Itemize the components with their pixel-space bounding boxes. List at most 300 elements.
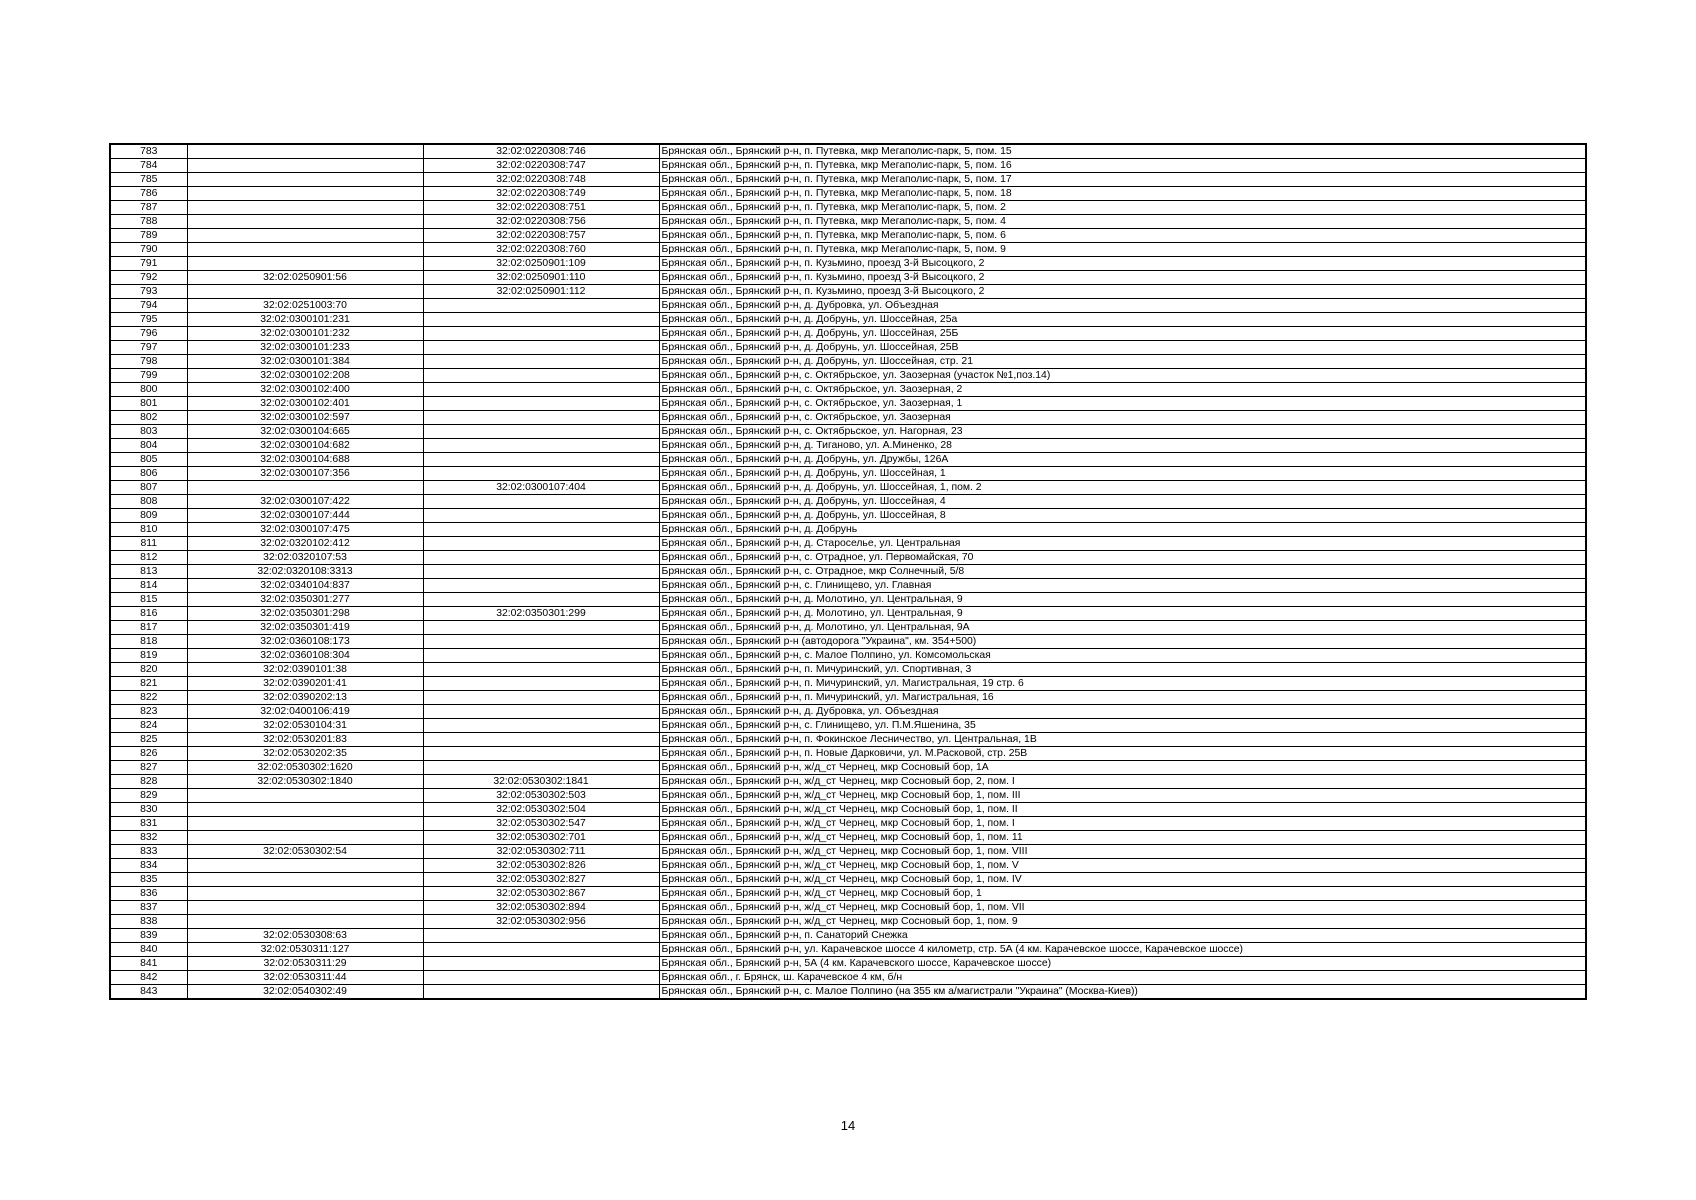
row-number-cell: 797 <box>110 341 187 355</box>
table-row <box>110 453 1586 467</box>
building-cadastral-number-cell: 32:02:0530302:711 <box>423 845 659 859</box>
address-cell: Брянская обл., Брянский р-н, п. Кузьмино, проезд 3-й Высоцкого, 2 <box>659 271 1586 285</box>
row-number-cell: 819 <box>110 649 187 663</box>
address-cell: Брянская обл., Брянский р-н, с. Отрадное, мкр Солнечный, 5/8 <box>659 565 1586 579</box>
row-number-cell: 809 <box>110 509 187 523</box>
building-cadastral-number-cell <box>423 327 659 341</box>
row-number-cell: 826 <box>110 747 187 761</box>
land-cadastral-number-cell: 32:02:0300107:475 <box>187 523 423 537</box>
address-cell: Брянская обл., Брянский р-н, п. Путевка, мкр Мегаполис-парк, 5, пом. 6 <box>659 229 1586 243</box>
address-cell: Брянская обл., Брянский р-н, д. Добрунь, ул. Шоссейная, 25В <box>659 341 1586 355</box>
table-row <box>110 243 1586 257</box>
table-row <box>110 817 1586 831</box>
address-cell: Брянская обл., Брянский р-н, д. Молотино, ул. Центральная, 9 <box>659 593 1586 607</box>
land-cadastral-number-cell: 32:02:0300101:231 <box>187 313 423 327</box>
table-body <box>110 144 1586 999</box>
address-cell: Брянская обл., Брянский р-н, п. Мичуринский, ул. Спортивная, 3 <box>659 663 1586 677</box>
row-number-cell: 802 <box>110 411 187 425</box>
land-cadastral-number-cell <box>187 887 423 901</box>
address-cell: Брянская обл., Брянский р-н (автодорога "Украина", км. 354+500) <box>659 635 1586 649</box>
row-number-cell: 783 <box>110 144 187 159</box>
land-cadastral-number-cell <box>187 817 423 831</box>
land-cadastral-number-cell: 32:02:0530201:83 <box>187 733 423 747</box>
table-row <box>110 873 1586 887</box>
land-cadastral-number-cell <box>187 173 423 187</box>
land-cadastral-number-cell: 32:02:0530311:44 <box>187 971 423 985</box>
table-row <box>110 593 1586 607</box>
address-cell: Брянская обл., г. Брянск, ш. Карачевское 4 км, б/н <box>659 971 1586 985</box>
row-number-cell: 788 <box>110 215 187 229</box>
address-cell: Брянская обл., Брянский р-н, с. Октябрьское, ул. Заозерная, 1 <box>659 397 1586 411</box>
land-cadastral-number-cell: 32:02:0300102:401 <box>187 397 423 411</box>
row-number-cell: 843 <box>110 985 187 1000</box>
building-cadastral-number-cell <box>423 411 659 425</box>
land-cadastral-number-cell: 32:02:0530311:127 <box>187 943 423 957</box>
land-cadastral-number-cell: 32:02:0530302:1620 <box>187 761 423 775</box>
page-number: 14 <box>840 1118 856 1133</box>
table-row <box>110 971 1586 985</box>
address-cell: Брянская обл., Брянский р-н, п. Кузьмино, проезд 3-й Высоцкого, 2 <box>659 257 1586 271</box>
address-cell: Брянская обл., Брянский р-н, с. Октябрьское, ул. Нагорная, 23 <box>659 425 1586 439</box>
row-number-cell: 791 <box>110 257 187 271</box>
row-number-cell: 813 <box>110 565 187 579</box>
land-cadastral-number-cell: 32:02:0530311:29 <box>187 957 423 971</box>
row-number-cell: 785 <box>110 173 187 187</box>
building-cadastral-number-cell <box>423 705 659 719</box>
row-number-cell: 829 <box>110 789 187 803</box>
building-cadastral-number-cell <box>423 957 659 971</box>
address-cell: Брянская обл., Брянский р-н, ж/д_ст Чернец, мкр Сосновый бор, 1, пом. I <box>659 817 1586 831</box>
row-number-cell: 825 <box>110 733 187 747</box>
row-number-cell: 805 <box>110 453 187 467</box>
address-cell: Брянская обл., Брянский р-н, п. Мичуринский, ул. Магистральная, 16 <box>659 691 1586 705</box>
row-number-cell: 822 <box>110 691 187 705</box>
table-row <box>110 159 1586 173</box>
row-number-cell: 798 <box>110 355 187 369</box>
row-number-cell: 841 <box>110 957 187 971</box>
land-cadastral-number-cell <box>187 859 423 873</box>
table-row <box>110 285 1586 299</box>
table-row <box>110 845 1586 859</box>
table-row <box>110 509 1586 523</box>
building-cadastral-number-cell: 32:02:0250901:110 <box>423 271 659 285</box>
building-cadastral-number-cell <box>423 439 659 453</box>
address-cell: Брянская обл., Брянский р-н, ул. Карачевское шоссе 4 километр, стр. 5А (4 км. Карачевское шоссе, Карачевское шоссе) <box>659 943 1586 957</box>
address-cell: Брянская обл., Брянский р-н, д. Дубровка, ул. Объездная <box>659 299 1586 313</box>
address-cell: Брянская обл., Брянский р-н, ж/д_ст Чернец, мкр Сосновый бор, 1, пом. 11 <box>659 831 1586 845</box>
land-cadastral-number-cell <box>187 243 423 257</box>
address-cell: Брянская обл., Брянский р-н, д. Добрунь, ул. Шоссейная, 8 <box>659 509 1586 523</box>
address-cell: Брянская обл., Брянский р-н, с. Глинищево, ул. Главная <box>659 579 1586 593</box>
building-cadastral-number-cell: 32:02:0220308:746 <box>423 144 659 159</box>
table-row <box>110 425 1586 439</box>
building-cadastral-number-cell: 32:02:0220308:756 <box>423 215 659 229</box>
building-cadastral-number-cell <box>423 663 659 677</box>
address-cell: Брянская обл., Брянский р-н, п. Путевка, мкр Мегаполис-парк, 5, пом. 15 <box>659 144 1586 159</box>
table-row <box>110 495 1586 509</box>
building-cadastral-number-cell <box>423 341 659 355</box>
building-cadastral-number-cell: 32:02:0220308:760 <box>423 243 659 257</box>
address-cell: Брянская обл., Брянский р-н, п. Фокинское Лесничество, ул. Центральная, 1В <box>659 733 1586 747</box>
row-number-cell: 808 <box>110 495 187 509</box>
row-number-cell: 817 <box>110 621 187 635</box>
land-cadastral-number-cell: 32:02:0530104:31 <box>187 719 423 733</box>
row-number-cell: 812 <box>110 551 187 565</box>
row-number-cell: 832 <box>110 831 187 845</box>
building-cadastral-number-cell: 32:02:0530302:867 <box>423 887 659 901</box>
land-cadastral-number-cell: 32:02:0350301:419 <box>187 621 423 635</box>
building-cadastral-number-cell: 32:02:0530302:827 <box>423 873 659 887</box>
address-cell: Брянская обл., Брянский р-н, с. Малое Полпино, ул. Комсомольская <box>659 649 1586 663</box>
table-row <box>110 607 1586 621</box>
table-row <box>110 579 1586 593</box>
table-row <box>110 397 1586 411</box>
land-cadastral-number-cell: 32:02:0530308:63 <box>187 929 423 943</box>
building-cadastral-number-cell: 32:02:0220308:747 <box>423 159 659 173</box>
address-cell: Брянская обл., Брянский р-н, с. Октябрьское, ул. Заозерная <box>659 411 1586 425</box>
table-row <box>110 355 1586 369</box>
row-number-cell: 799 <box>110 369 187 383</box>
building-cadastral-number-cell: 32:02:0530302:1841 <box>423 775 659 789</box>
table-row <box>110 467 1586 481</box>
address-cell: Брянская обл., Брянский р-н, с. Глинищево, ул. П.М.Яшенина, 35 <box>659 719 1586 733</box>
row-number-cell: 789 <box>110 229 187 243</box>
address-cell: Брянская обл., Брянский р-н, д. Староселье, ул. Центральная <box>659 537 1586 551</box>
row-number-cell: 840 <box>110 943 187 957</box>
table-row <box>110 803 1586 817</box>
building-cadastral-number-cell <box>423 383 659 397</box>
address-cell: Брянская обл., Брянский р-н, с. Октябрьское, ул. Заозерная, 2 <box>659 383 1586 397</box>
address-cell: Брянская обл., Брянский р-н, п. Путевка, мкр Мегаполис-парк, 5, пом. 9 <box>659 243 1586 257</box>
table-row <box>110 691 1586 705</box>
address-cell: Брянская обл., Брянский р-н, ж/д_ст Чернец, мкр Сосновый бор, 1, пом. II <box>659 803 1586 817</box>
table-row <box>110 144 1586 159</box>
land-cadastral-number-cell: 32:02:0320107:53 <box>187 551 423 565</box>
land-cadastral-number-cell <box>187 257 423 271</box>
building-cadastral-number-cell: 32:02:0530302:826 <box>423 859 659 873</box>
property-table <box>109 143 1587 1000</box>
land-cadastral-number-cell: 32:02:0340104:837 <box>187 579 423 593</box>
land-cadastral-number-cell <box>187 803 423 817</box>
land-cadastral-number-cell: 32:02:0300101:233 <box>187 341 423 355</box>
land-cadastral-number-cell: 32:02:0300101:384 <box>187 355 423 369</box>
table-row <box>110 201 1586 215</box>
row-number-cell: 838 <box>110 915 187 929</box>
row-number-cell: 811 <box>110 537 187 551</box>
building-cadastral-number-cell <box>423 453 659 467</box>
row-number-cell: 839 <box>110 929 187 943</box>
table-row <box>110 761 1586 775</box>
building-cadastral-number-cell <box>423 537 659 551</box>
row-number-cell: 833 <box>110 845 187 859</box>
building-cadastral-number-cell <box>423 593 659 607</box>
address-cell: Брянская обл., Брянский р-н, п. Путевка, мкр Мегаполис-парк, 5, пом. 2 <box>659 201 1586 215</box>
table-row <box>110 523 1586 537</box>
table-row <box>110 985 1586 1000</box>
row-number-cell: 816 <box>110 607 187 621</box>
land-cadastral-number-cell <box>187 873 423 887</box>
address-cell: Брянская обл., Брянский р-н, ж/д_ст Чернец, мкр Сосновый бор, 1, пом. IV <box>659 873 1586 887</box>
table-row <box>110 705 1586 719</box>
row-number-cell: 824 <box>110 719 187 733</box>
building-cadastral-number-cell: 32:02:0530302:894 <box>423 901 659 915</box>
table-row <box>110 789 1586 803</box>
row-number-cell: 821 <box>110 677 187 691</box>
address-cell: Брянская обл., Брянский р-н, с. Октябрьское, ул. Заозерная (участок №1,поз.14) <box>659 369 1586 383</box>
row-number-cell: 815 <box>110 593 187 607</box>
address-cell: Брянская обл., Брянский р-н, 5А (4 км. Карачевского шоссе, Карачевское шоссе) <box>659 957 1586 971</box>
building-cadastral-number-cell <box>423 551 659 565</box>
land-cadastral-number-cell <box>187 215 423 229</box>
land-cadastral-number-cell: 32:02:0251003:70 <box>187 299 423 313</box>
building-cadastral-number-cell: 32:02:0220308:757 <box>423 229 659 243</box>
table-row <box>110 719 1586 733</box>
building-cadastral-number-cell: 32:02:0220308:748 <box>423 173 659 187</box>
table-row <box>110 299 1586 313</box>
building-cadastral-number-cell: 32:02:0220308:751 <box>423 201 659 215</box>
building-cadastral-number-cell <box>423 929 659 943</box>
land-cadastral-number-cell: 32:02:0300107:422 <box>187 495 423 509</box>
building-cadastral-number-cell <box>423 523 659 537</box>
building-cadastral-number-cell: 32:02:0300107:404 <box>423 481 659 495</box>
table-row <box>110 649 1586 663</box>
address-cell: Брянская обл., Брянский р-н, д. Тиганово, ул. А.Миненко, 28 <box>659 439 1586 453</box>
building-cadastral-number-cell: 32:02:0530302:504 <box>423 803 659 817</box>
table-row <box>110 551 1586 565</box>
building-cadastral-number-cell <box>423 495 659 509</box>
row-number-cell: 804 <box>110 439 187 453</box>
address-cell: Брянская обл., Брянский р-н, п. Санаторий Снежка <box>659 929 1586 943</box>
address-cell: Брянская обл., Брянский р-н, п. Путевка, мкр Мегаполис-парк, 5, пом. 4 <box>659 215 1586 229</box>
building-cadastral-number-cell <box>423 761 659 775</box>
row-number-cell: 801 <box>110 397 187 411</box>
land-cadastral-number-cell: 32:02:0390101:38 <box>187 663 423 677</box>
table-row <box>110 943 1586 957</box>
table-row <box>110 621 1586 635</box>
table-row <box>110 831 1586 845</box>
address-cell: Брянская обл., Брянский р-н, ж/д_ст Чернец, мкр Сосновый бор, 1А <box>659 761 1586 775</box>
row-number-cell: 803 <box>110 425 187 439</box>
address-cell: Брянская обл., Брянский р-н, с. Малое Полпино (на 355 км а/магистрали "Украина" (Москва-Киев)) <box>659 985 1586 1000</box>
table-row <box>110 887 1586 901</box>
land-cadastral-number-cell: 32:02:0320102:412 <box>187 537 423 551</box>
land-cadastral-number-cell: 32:02:0530202:35 <box>187 747 423 761</box>
building-cadastral-number-cell <box>423 635 659 649</box>
table-row <box>110 677 1586 691</box>
address-cell: Брянская обл., Брянский р-н, д. Дубровка, ул. Объездная <box>659 705 1586 719</box>
table-row <box>110 537 1586 551</box>
row-number-cell: 818 <box>110 635 187 649</box>
table-row <box>110 229 1586 243</box>
building-cadastral-number-cell <box>423 649 659 663</box>
address-cell: Брянская обл., Брянский р-н, ж/д_ст Чернец, мкр Сосновый бор, 1, пом. V <box>659 859 1586 873</box>
land-cadastral-number-cell: 32:02:0350301:277 <box>187 593 423 607</box>
row-number-cell: 836 <box>110 887 187 901</box>
land-cadastral-number-cell: 32:02:0250901:56 <box>187 271 423 285</box>
table-row <box>110 383 1586 397</box>
row-number-cell: 820 <box>110 663 187 677</box>
address-cell: Брянская обл., Брянский р-н, п. Путевка, мкр Мегаполис-парк, 5, пом. 17 <box>659 173 1586 187</box>
row-number-cell: 827 <box>110 761 187 775</box>
land-cadastral-number-cell <box>187 229 423 243</box>
land-cadastral-number-cell: 32:02:0300102:597 <box>187 411 423 425</box>
address-cell: Брянская обл., Брянский р-н, д. Добрунь, ул. Шоссейная, 4 <box>659 495 1586 509</box>
building-cadastral-number-cell: 32:02:0220308:749 <box>423 187 659 201</box>
address-cell: Брянская обл., Брянский р-н, ж/д_ст Чернец, мкр Сосновый бор, 1, пом. III <box>659 789 1586 803</box>
row-number-cell: 786 <box>110 187 187 201</box>
table-row <box>110 439 1586 453</box>
row-number-cell: 787 <box>110 201 187 215</box>
land-cadastral-number-cell: 32:02:0300107:444 <box>187 509 423 523</box>
land-cadastral-number-cell: 32:02:0390201:41 <box>187 677 423 691</box>
building-cadastral-number-cell <box>423 355 659 369</box>
land-cadastral-number-cell: 32:02:0300104:665 <box>187 425 423 439</box>
row-number-cell: 792 <box>110 271 187 285</box>
address-cell: Брянская обл., Брянский р-н, ж/д_ст Чернец, мкр Сосновый бор, 2, пом. I <box>659 775 1586 789</box>
row-number-cell: 795 <box>110 313 187 327</box>
table-row <box>110 915 1586 929</box>
row-number-cell: 831 <box>110 817 187 831</box>
land-cadastral-number-cell: 32:02:0540302:49 <box>187 985 423 1000</box>
land-cadastral-number-cell: 32:02:0300101:232 <box>187 327 423 341</box>
row-number-cell: 835 <box>110 873 187 887</box>
building-cadastral-number-cell <box>423 733 659 747</box>
land-cadastral-number-cell: 32:02:0390202:13 <box>187 691 423 705</box>
address-cell: Брянская обл., Брянский р-н, п. Путевка, мкр Мегаполис-парк, 5, пом. 18 <box>659 187 1586 201</box>
address-cell: Брянская обл., Брянский р-н, д. Молотино, ул. Центральная, 9А <box>659 621 1586 635</box>
land-cadastral-number-cell: 32:02:0530302:1840 <box>187 775 423 789</box>
address-cell: Брянская обл., Брянский р-н, п. Мичуринский, ул. Магистральная, 19 стр. 6 <box>659 677 1586 691</box>
land-cadastral-number-cell: 32:02:0320108:3313 <box>187 565 423 579</box>
building-cadastral-number-cell <box>423 621 659 635</box>
building-cadastral-number-cell: 32:02:0350301:299 <box>423 607 659 621</box>
table-row <box>110 341 1586 355</box>
building-cadastral-number-cell <box>423 971 659 985</box>
address-cell: Брянская обл., Брянский р-н, п. Кузьмино, проезд 3-й Высоцкого, 2 <box>659 285 1586 299</box>
land-cadastral-number-cell: 32:02:0300104:682 <box>187 439 423 453</box>
row-number-cell: 842 <box>110 971 187 985</box>
table-row <box>110 369 1586 383</box>
building-cadastral-number-cell: 32:02:0530302:701 <box>423 831 659 845</box>
table-row <box>110 411 1586 425</box>
table-row <box>110 733 1586 747</box>
row-number-cell: 830 <box>110 803 187 817</box>
land-cadastral-number-cell: 32:02:0400106:419 <box>187 705 423 719</box>
address-cell: Брянская обл., Брянский р-н, ж/д_ст Чернец, мкр Сосновый бор, 1, пом. VIII <box>659 845 1586 859</box>
building-cadastral-number-cell <box>423 677 659 691</box>
building-cadastral-number-cell <box>423 369 659 383</box>
land-cadastral-number-cell <box>187 159 423 173</box>
land-cadastral-number-cell: 32:02:0360108:304 <box>187 649 423 663</box>
building-cadastral-number-cell <box>423 747 659 761</box>
table-row <box>110 859 1586 873</box>
table-row <box>110 957 1586 971</box>
table-row <box>110 187 1586 201</box>
row-number-cell: 794 <box>110 299 187 313</box>
land-cadastral-number-cell: 32:02:0530302:54 <box>187 845 423 859</box>
row-number-cell: 784 <box>110 159 187 173</box>
building-cadastral-number-cell <box>423 299 659 313</box>
building-cadastral-number-cell <box>423 579 659 593</box>
table-row <box>110 635 1586 649</box>
table-row <box>110 313 1586 327</box>
land-cadastral-number-cell: 32:02:0360108:173 <box>187 635 423 649</box>
table-row <box>110 901 1586 915</box>
table-row <box>110 565 1586 579</box>
building-cadastral-number-cell: 32:02:0530302:956 <box>423 915 659 929</box>
address-cell: Брянская обл., Брянский р-н, д. Добрунь, ул. Шоссейная, 1 <box>659 467 1586 481</box>
land-cadastral-number-cell <box>187 144 423 159</box>
building-cadastral-number-cell <box>423 719 659 733</box>
address-cell: Брянская обл., Брянский р-н, д. Добрунь, ул. Шоссейная, 25Б <box>659 327 1586 341</box>
land-cadastral-number-cell: 32:02:0300107:356 <box>187 467 423 481</box>
table-row <box>110 663 1586 677</box>
address-cell: Брянская обл., Брянский р-н, ж/д_ст Чернец, мкр Сосновый бор, 1, пом. VII <box>659 901 1586 915</box>
land-cadastral-number-cell: 32:02:0300104:688 <box>187 453 423 467</box>
building-cadastral-number-cell: 32:02:0250901:109 <box>423 257 659 271</box>
building-cadastral-number-cell: 32:02:0530302:503 <box>423 789 659 803</box>
land-cadastral-number-cell: 32:02:0300102:400 <box>187 383 423 397</box>
table-row <box>110 929 1586 943</box>
table-row <box>110 271 1586 285</box>
land-cadastral-number-cell <box>187 915 423 929</box>
land-cadastral-number-cell <box>187 901 423 915</box>
address-cell: Брянская обл., Брянский р-н, д. Молотино, ул. Центральная, 9 <box>659 607 1586 621</box>
building-cadastral-number-cell <box>423 425 659 439</box>
row-number-cell: 790 <box>110 243 187 257</box>
address-cell: Брянская обл., Брянский р-н, д. Добрунь, ул. Дружбы, 126А <box>659 453 1586 467</box>
address-cell: Брянская обл., Брянский р-н, п. Путевка, мкр Мегаполис-парк, 5, пом. 16 <box>659 159 1586 173</box>
land-cadastral-number-cell <box>187 789 423 803</box>
building-cadastral-number-cell <box>423 691 659 705</box>
table-row <box>110 215 1586 229</box>
building-cadastral-number-cell: 32:02:0530302:547 <box>423 817 659 831</box>
building-cadastral-number-cell <box>423 565 659 579</box>
land-cadastral-number-cell <box>187 201 423 215</box>
address-cell: Брянская обл., Брянский р-н, ж/д_ст Чернец, мкр Сосновый бор, 1 <box>659 887 1586 901</box>
row-number-cell: 793 <box>110 285 187 299</box>
building-cadastral-number-cell <box>423 985 659 1000</box>
row-number-cell: 806 <box>110 467 187 481</box>
row-number-cell: 837 <box>110 901 187 915</box>
row-number-cell: 800 <box>110 383 187 397</box>
address-cell: Брянская обл., Брянский р-н, п. Новые Дарковичи, ул. М.Расковой, стр. 25В <box>659 747 1586 761</box>
row-number-cell: 814 <box>110 579 187 593</box>
address-cell: Брянская обл., Брянский р-н, с. Отрадное, ул. Первомайская, 70 <box>659 551 1586 565</box>
table-row <box>110 747 1586 761</box>
building-cadastral-number-cell <box>423 467 659 481</box>
table-row <box>110 257 1586 271</box>
address-cell: Брянская обл., Брянский р-н, д. Добрунь, ул. Шоссейная, стр. 21 <box>659 355 1586 369</box>
row-number-cell: 810 <box>110 523 187 537</box>
building-cadastral-number-cell: 32:02:0250901:112 <box>423 285 659 299</box>
table-row <box>110 481 1586 495</box>
land-cadastral-number-cell <box>187 481 423 495</box>
building-cadastral-number-cell <box>423 397 659 411</box>
land-cadastral-number-cell: 32:02:0350301:298 <box>187 607 423 621</box>
building-cadastral-number-cell <box>423 943 659 957</box>
row-number-cell: 796 <box>110 327 187 341</box>
land-cadastral-number-cell <box>187 187 423 201</box>
row-number-cell: 828 <box>110 775 187 789</box>
address-cell: Брянская обл., Брянский р-н, д. Добрунь, ул. Шоссейная, 1, пом. 2 <box>659 481 1586 495</box>
land-cadastral-number-cell: 32:02:0300102:208 <box>187 369 423 383</box>
row-number-cell: 807 <box>110 481 187 495</box>
row-number-cell: 834 <box>110 859 187 873</box>
row-number-cell: 823 <box>110 705 187 719</box>
address-cell: Брянская обл., Брянский р-н, д. Добрунь <box>659 523 1586 537</box>
address-cell: Брянская обл., Брянский р-н, д. Добрунь, ул. Шоссейная, 25а <box>659 313 1586 327</box>
